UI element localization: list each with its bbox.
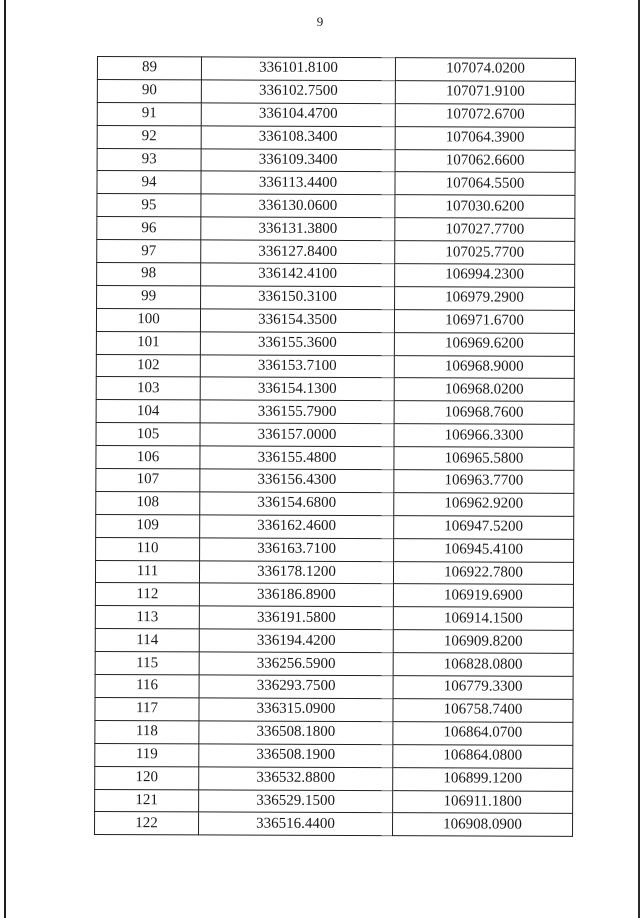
y-coordinate-cell: 106908.0900 [393,813,573,837]
point-number-cell: 92 [97,125,201,148]
table-row [96,514,574,539]
table-row [96,400,574,425]
x-coordinate-cell: 336155.3600 [200,332,394,356]
y-coordinate-cell: 107062.6600 [395,149,575,173]
table-row [97,240,575,265]
x-coordinate-cell: 336293.7500 [199,675,393,699]
table-row [97,217,575,242]
coordinates-table [94,56,576,837]
x-coordinate-cell: 336113.4400 [201,171,395,195]
table-row [96,469,574,494]
y-coordinate-cell: 106919.6900 [393,584,573,608]
x-coordinate-cell: 336154.1300 [200,377,394,401]
table-row [97,263,575,288]
table-row [97,57,575,82]
point-number-cell: 95 [97,194,201,217]
point-number-cell: 91 [97,102,201,125]
x-coordinate-cell: 336101.8100 [201,57,395,81]
x-coordinate-cell: 336108.3400 [201,126,395,150]
point-number-cell: 109 [96,514,200,537]
table-row [97,125,575,150]
point-number-cell: 101 [96,331,200,354]
y-coordinate-cell: 106914.1500 [393,607,573,631]
point-number-cell: 105 [96,423,200,446]
point-number-cell: 122 [95,812,199,835]
point-number-cell: 117 [95,697,199,720]
point-number-cell: 93 [97,148,201,171]
y-coordinate-cell: 107064.5500 [395,172,575,196]
y-coordinate-cell: 106909.8200 [393,630,573,654]
page-edge-left [4,0,6,918]
point-number-cell: 118 [95,720,199,743]
y-coordinate-cell: 106965.5800 [394,447,574,471]
x-coordinate-cell: 336157.0000 [200,423,394,447]
y-coordinate-cell: 107030.6200 [395,195,575,219]
table-row [95,766,573,791]
y-coordinate-cell: 106968.9000 [394,355,574,379]
point-number-cell: 114 [95,629,199,652]
x-coordinate-cell: 336529.1500 [199,789,393,813]
x-coordinate-cell: 336508.1900 [199,744,393,768]
point-number-cell: 104 [96,400,200,423]
y-coordinate-cell: 106966.3300 [394,424,574,448]
table-row [95,812,573,837]
y-coordinate-cell: 106962.9200 [394,493,574,517]
table-row [95,743,573,768]
point-number-cell: 107 [96,469,200,492]
x-coordinate-cell: 336178.1200 [199,560,393,584]
table-row [95,606,573,631]
table-row [97,171,575,196]
x-coordinate-cell: 336155.4800 [200,446,394,470]
table-row [95,697,573,722]
table-row [95,629,573,654]
y-coordinate-cell: 106968.0200 [394,378,574,402]
point-number-cell: 116 [95,675,199,698]
x-coordinate-cell: 336127.8400 [201,240,395,264]
point-number-cell: 112 [95,583,199,606]
x-coordinate-cell: 336154.3500 [200,309,394,333]
x-coordinate-cell: 336162.4600 [200,515,394,539]
table-row [96,537,574,562]
y-coordinate-cell: 106922.7800 [393,561,573,585]
x-coordinate-cell: 336186.8900 [199,583,393,607]
x-coordinate-cell: 336315.0900 [199,698,393,722]
y-coordinate-cell: 107025.7700 [395,241,575,265]
table-row [95,560,573,585]
point-number-cell: 103 [96,377,200,400]
y-coordinate-cell: 106864.0800 [393,744,573,768]
table-row [95,720,573,745]
y-coordinate-cell: 106968.7600 [394,401,574,425]
point-number-cell: 113 [95,606,199,629]
y-coordinate-cell: 106969.6200 [394,332,574,356]
point-number-cell: 115 [95,652,199,675]
point-number-cell: 119 [95,743,199,766]
x-coordinate-cell: 336142.4100 [201,263,395,287]
table-row [96,423,574,448]
x-coordinate-cell: 336155.7900 [200,400,394,424]
table-row [96,446,574,471]
y-coordinate-cell: 106758.7400 [393,699,573,723]
y-coordinate-cell: 107064.3900 [395,126,575,150]
x-coordinate-cell: 336194.4200 [199,629,393,653]
point-number-cell: 120 [95,766,199,789]
x-coordinate-cell: 336153.7100 [200,354,394,378]
table-row [96,354,574,379]
y-coordinate-cell: 107074.0200 [395,58,575,82]
point-number-cell: 110 [96,537,200,560]
page-number: 9 [316,14,324,29]
y-coordinate-cell: 106963.7700 [394,470,574,494]
x-coordinate-cell: 336156.4300 [200,469,394,493]
y-coordinate-cell: 106971.6700 [394,309,574,333]
point-number-cell: 90 [97,79,201,102]
y-coordinate-cell: 106899.1200 [393,767,573,791]
table-row [95,583,573,608]
table-row [96,377,574,402]
table-row [96,331,574,356]
point-number-cell: 99 [97,285,201,308]
table-row [96,308,574,333]
table-row [97,285,575,310]
table-row [95,652,573,677]
x-coordinate-cell: 336191.5800 [199,606,393,630]
y-coordinate-cell: 106945.4100 [394,538,574,562]
point-number-cell: 106 [96,446,200,469]
x-coordinate-cell: 336256.5900 [199,652,393,676]
point-number-cell: 102 [96,354,200,377]
x-coordinate-cell: 336104.4700 [201,103,395,127]
y-coordinate-cell: 106994.2300 [395,264,575,288]
y-coordinate-cell: 107072.6700 [395,103,575,127]
table-row [96,491,574,516]
point-number-cell: 96 [97,217,201,240]
table-row [95,675,573,700]
y-coordinate-cell: 106779.3300 [393,676,573,700]
x-coordinate-cell: 336154.6800 [200,492,394,516]
y-coordinate-cell: 106828.0800 [393,653,573,677]
y-coordinate-cell: 106979.2900 [395,287,575,311]
table-row [97,148,575,173]
x-coordinate-cell: 336102.7500 [201,80,395,104]
point-number-cell: 121 [95,789,199,812]
point-number-cell: 108 [96,491,200,514]
point-number-cell: 89 [97,57,201,80]
x-coordinate-cell: 336508.1800 [199,721,393,745]
x-coordinate-cell: 336150.3100 [201,286,395,310]
x-coordinate-cell: 336532.8800 [199,767,393,791]
table-row [97,79,575,104]
point-number-cell: 94 [97,171,201,194]
x-coordinate-cell: 336109.3400 [201,148,395,172]
x-coordinate-cell: 336130.0600 [201,194,395,218]
coordinates-table-body [95,57,576,837]
point-number-cell: 100 [96,308,200,331]
x-coordinate-cell: 336131.3800 [201,217,395,241]
y-coordinate-cell: 106947.5200 [394,515,574,539]
table-row [95,789,573,814]
point-number-cell: 111 [95,560,199,583]
y-coordinate-cell: 107027.7700 [395,218,575,242]
y-coordinate-cell: 106911.1800 [393,790,573,814]
y-coordinate-cell: 107071.9100 [395,81,575,105]
table-row [97,102,575,127]
x-coordinate-cell: 336163.7100 [200,538,394,562]
table-row [97,194,575,219]
point-number-cell: 98 [97,263,201,286]
y-coordinate-cell: 106864.0700 [393,721,573,745]
x-coordinate-cell: 336516.4400 [199,812,393,836]
point-number-cell: 97 [97,240,201,263]
